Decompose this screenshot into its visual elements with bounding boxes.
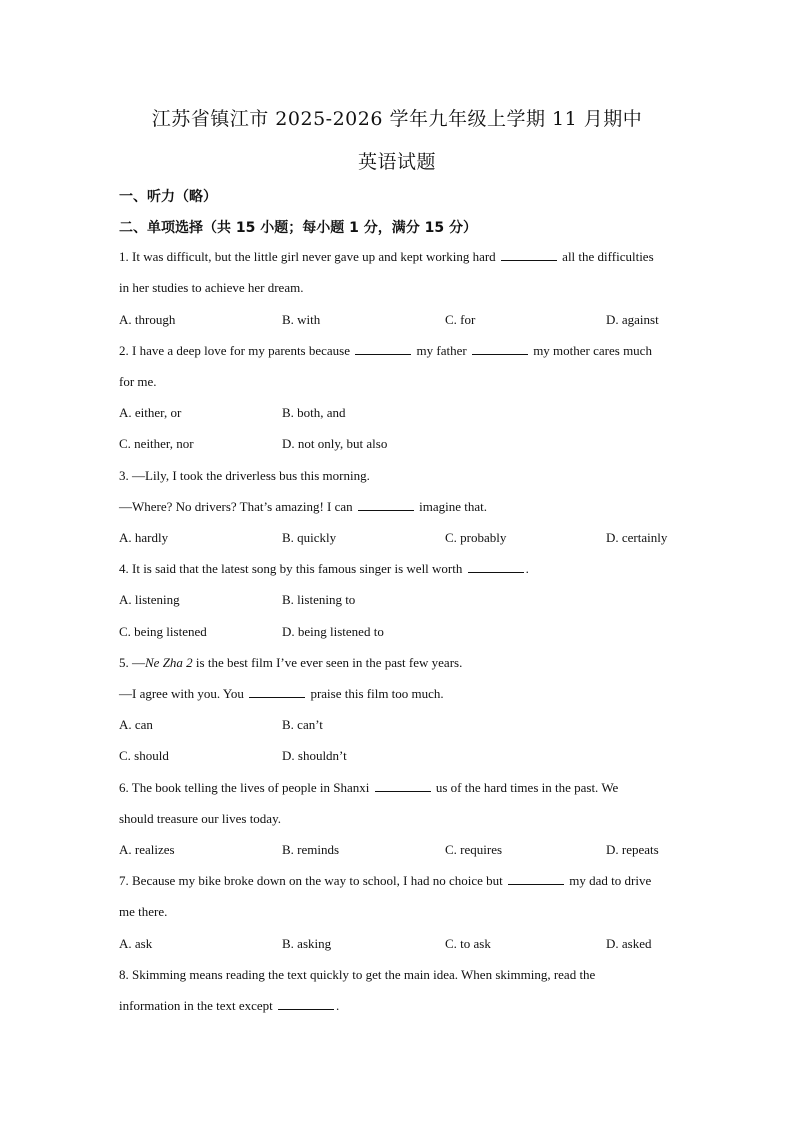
question-7-option-a: A. ask bbox=[119, 936, 153, 951]
document-subtitle: 英语试题 bbox=[357, 151, 436, 173]
question-7-stem: 7. Because my bike broke down on the way to school, I had no choice but my dad to drive bbox=[119, 873, 652, 888]
question-2-option-c: C. neither, nor bbox=[119, 436, 194, 451]
answer-blank bbox=[472, 344, 528, 355]
question-6-option-b: B. reminds bbox=[282, 842, 340, 857]
film-title: Ne Zha 2 bbox=[145, 655, 193, 670]
question-5-option-c: C. should bbox=[119, 748, 169, 763]
question-2-option-b: B. both, and bbox=[282, 405, 346, 420]
question-7-stem-continued: me there. bbox=[119, 904, 168, 919]
question-1-option-c: C. for bbox=[445, 312, 476, 327]
question-3-option-d: D. certainly bbox=[606, 530, 668, 545]
question-2-option-a: A. either, or bbox=[119, 405, 182, 420]
question-6-option-a: A. realizes bbox=[119, 842, 175, 857]
question-6-stem-continued: should treasure our lives today. bbox=[119, 811, 281, 826]
question-2-option-d: D. not only, but also bbox=[282, 436, 388, 451]
question-8-stem: 8. Skimming means reading the text quickly to get the main idea. When skimming, read the bbox=[119, 967, 596, 982]
answer-blank bbox=[355, 344, 411, 355]
answer-blank bbox=[501, 250, 557, 261]
question-5-dialog-reply: —I agree with you. You praise this film too much. bbox=[119, 686, 444, 701]
answer-blank bbox=[249, 687, 305, 698]
question-1-stem-continued: in her studies to achieve her dream. bbox=[119, 280, 304, 295]
question-5-option-a: A. can bbox=[119, 717, 153, 732]
question-3-stem: 3. —Lily, I took the driverless bus this morning. bbox=[119, 468, 370, 483]
question-2-stem-continued: for me. bbox=[119, 374, 157, 389]
question-3-option-c: C. probably bbox=[445, 530, 507, 545]
answer-blank bbox=[375, 781, 431, 792]
question-3-option-a: A. hardly bbox=[119, 530, 169, 545]
question-3-option-b: B. quickly bbox=[282, 530, 337, 545]
question-2-stem: 2. I have a deep love for my parents because my father my mother cares much bbox=[119, 343, 652, 358]
question-1-stem: 1. It was difficult, but the little girl never gave up and kept working hard all the difficulties bbox=[119, 249, 654, 264]
question-6-option-c: C. requires bbox=[445, 842, 503, 857]
question-5-stem: 5. —Ne Zha 2 is the best film I’ve ever seen in the past few years. bbox=[119, 655, 463, 670]
question-5-option-b: B. can’t bbox=[282, 717, 323, 732]
answer-blank bbox=[468, 562, 524, 573]
question-1-option-a: A. through bbox=[119, 312, 176, 327]
question-6-option-d: D. repeats bbox=[606, 842, 659, 857]
question-1-option-d: D. against bbox=[606, 312, 659, 327]
document-title: 江苏省镇江市 2025-2026 学年九年级上学期 11 月期中 bbox=[151, 108, 643, 130]
answer-blank bbox=[358, 500, 414, 511]
question-7-option-c: C. to ask bbox=[445, 936, 491, 951]
section-single-choice-heading: 二、单项选择（共 15 小题；每小题 1 分，满分 15 分） bbox=[119, 220, 477, 236]
question-4-option-b: B. listening to bbox=[282, 592, 356, 607]
question-1-option-b: B. with bbox=[282, 312, 321, 327]
question-7-option-b: B. asking bbox=[282, 936, 332, 951]
question-8-stem-continued: information in the text except . bbox=[119, 998, 340, 1013]
question-4-option-d: D. being listened to bbox=[282, 624, 384, 639]
question-6-stem: 6. The book telling the lives of people in Shanxi us of the hard times in the past. We bbox=[119, 780, 619, 795]
question-4-stem: 4. It is said that the latest song by this famous singer is well worth . bbox=[119, 561, 529, 576]
question-3-dialog-reply: —Where? No drivers? That’s amazing! I can imagine that. bbox=[119, 499, 488, 514]
question-4-option-a: A. listening bbox=[119, 592, 180, 607]
answer-blank bbox=[278, 999, 334, 1010]
question-5-option-d: D. shouldn’t bbox=[282, 748, 347, 763]
question-4-option-c: C. being listened bbox=[119, 624, 207, 639]
section-listening-heading: 一、听力（略） bbox=[119, 189, 217, 205]
question-7-option-d: D. asked bbox=[606, 936, 652, 951]
answer-blank bbox=[508, 874, 564, 885]
